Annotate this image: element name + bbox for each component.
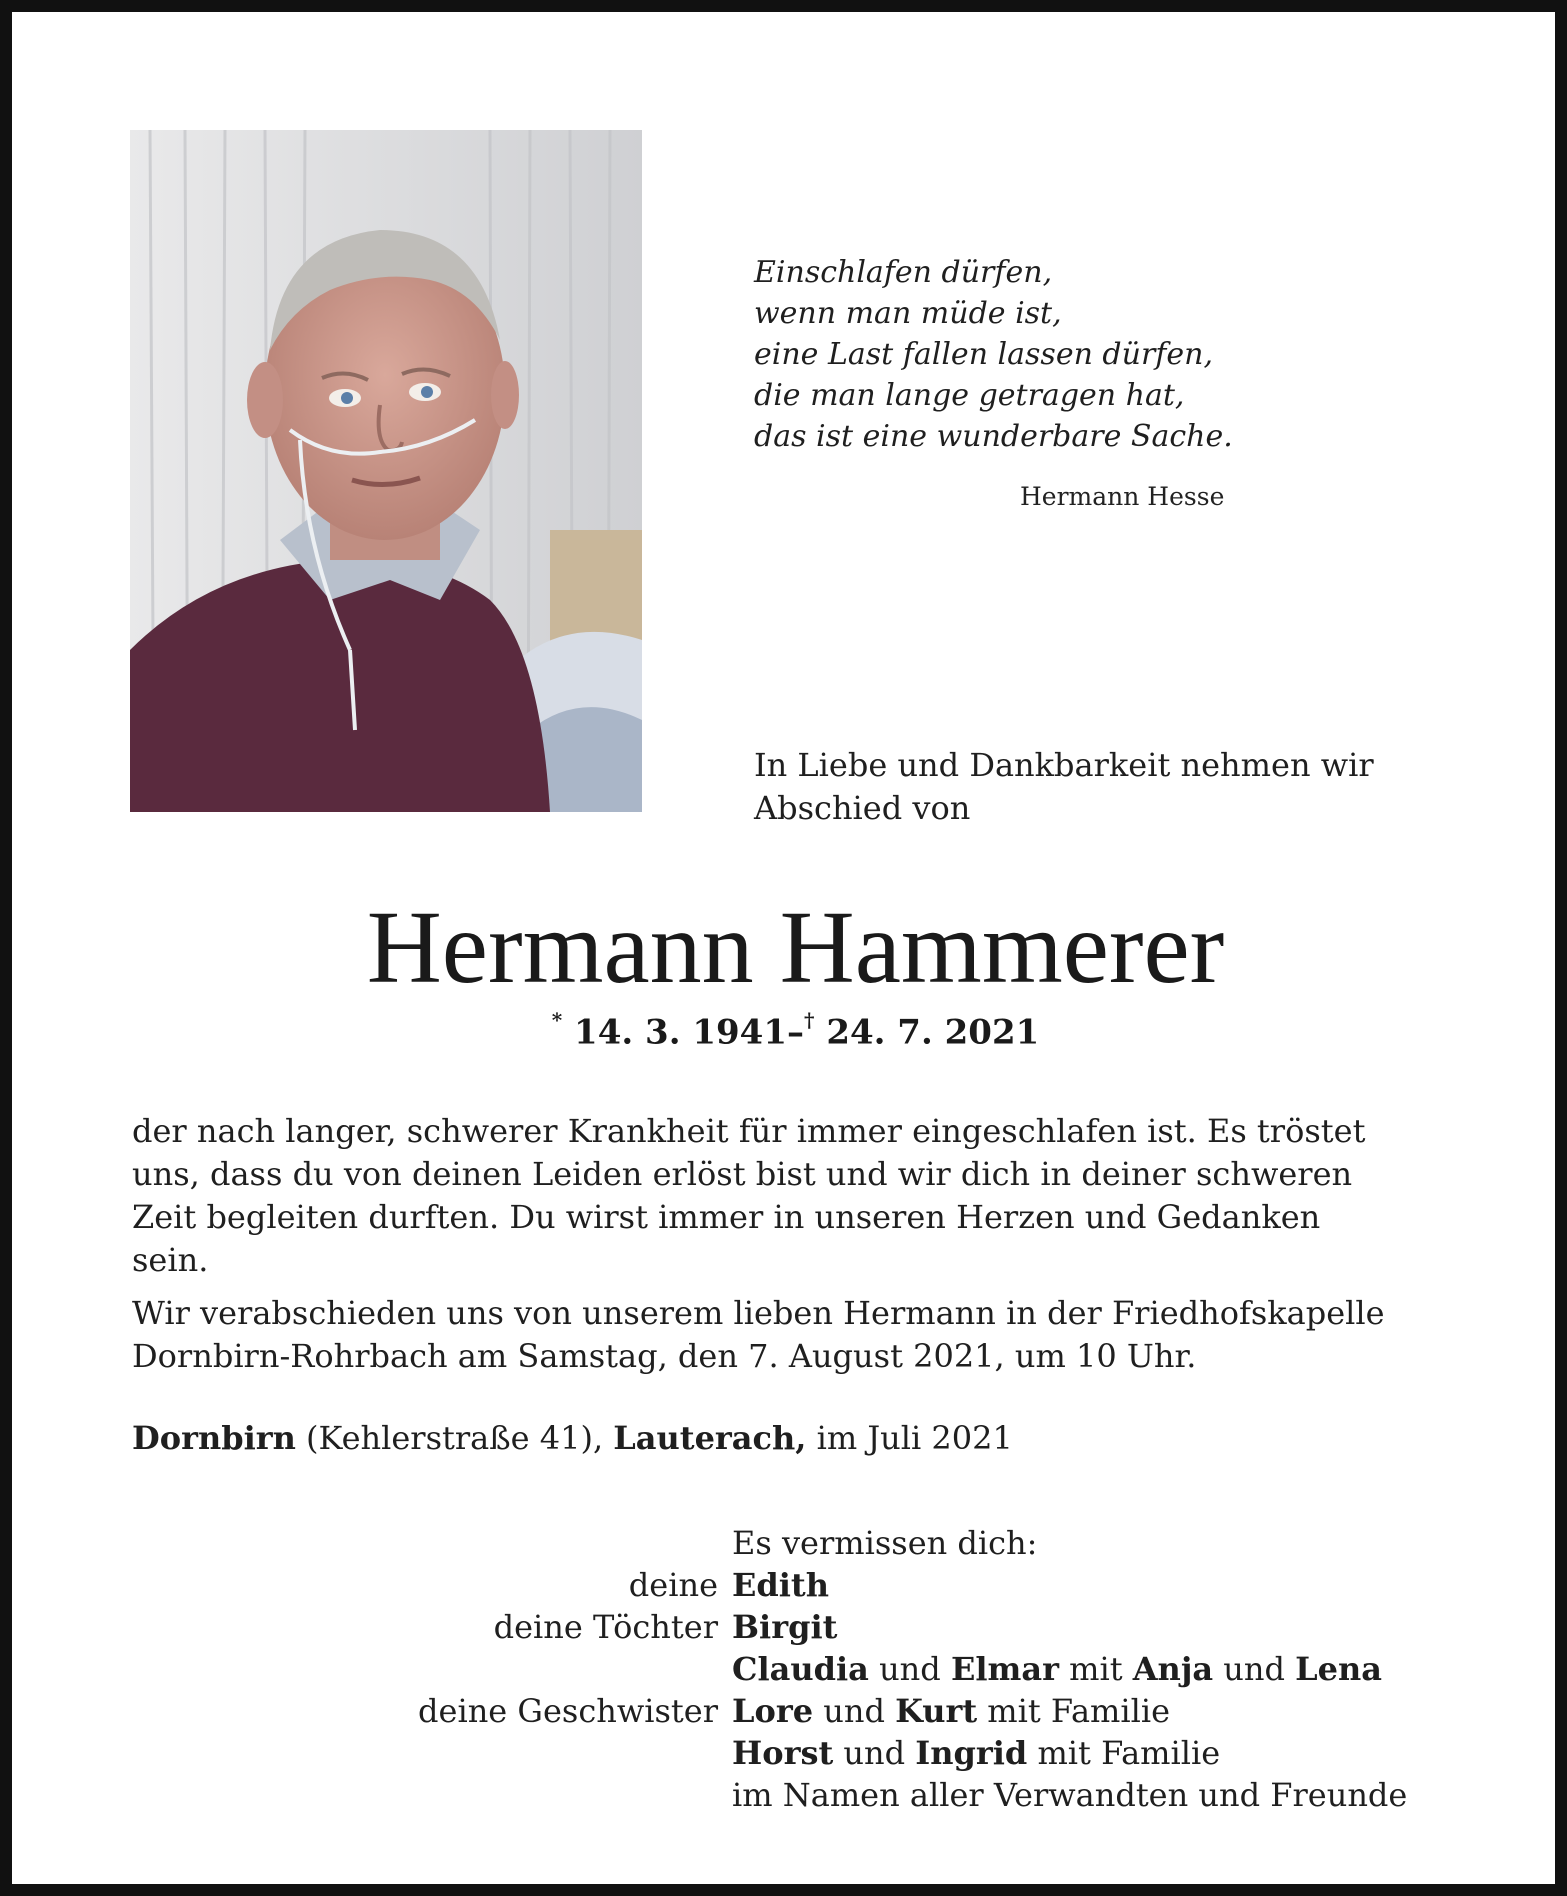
poem-author: Hermann Hesse [1020, 482, 1225, 511]
mourner-row [132, 1690, 1452, 1732]
mourner-relation [132, 1774, 732, 1816]
birth-star-mark: * [551, 1008, 563, 1032]
date-separator: – [787, 1012, 804, 1053]
mourners-heading: Es vermissen dich: [732, 1524, 1038, 1562]
mourner-row [132, 1648, 1452, 1690]
poem-line: wenn man müde ist, [754, 296, 1062, 331]
body-paragraph [132, 1110, 1452, 1282]
mourner-rows [132, 1564, 1452, 1816]
mourner-name: Claudia [732, 1650, 869, 1688]
mourner-relation [132, 1648, 732, 1690]
body-line: der nach langer, schwerer Krankheit für immer eingeschlafen ist. Es tröstet [132, 1112, 1366, 1150]
body-line: sein. [132, 1241, 209, 1279]
memorial-poem [754, 252, 1233, 457]
mourner-name: Anja [1132, 1650, 1214, 1688]
mourner-connector: und [868, 1650, 951, 1688]
mourner-row [132, 1606, 1452, 1648]
body-line: Zeit begleiten durften. Du wirst immer in unseren Herzen und Gedanken [132, 1198, 1321, 1236]
poem-line: eine Last fallen lassen dürfen, [754, 337, 1214, 372]
mourner-names [732, 1690, 1452, 1732]
place-city: Lauterach, [613, 1419, 807, 1457]
mourner-relation: deine Geschwister [418, 1692, 718, 1730]
mourner-names [732, 1774, 1452, 1816]
mourner-connector: mit Familie [977, 1692, 1170, 1730]
mourner-relation: deine [628, 1566, 718, 1604]
farewell-intro [754, 744, 1454, 830]
portrait-photo [130, 130, 642, 812]
intro-line: In Liebe und Dankbarkeit nehmen wir [754, 746, 1374, 784]
place-city: Dornbirn [132, 1419, 296, 1457]
body-line: Wir verabschieden uns von unserem lieben Hermann in der Friedhofskapelle [132, 1294, 1385, 1332]
mourners-heading-row [132, 1522, 1452, 1564]
mourner-row [132, 1774, 1452, 1816]
service-paragraph [132, 1292, 1452, 1378]
mourner-name: Birgit [732, 1608, 838, 1646]
mourners-list [132, 1522, 1452, 1816]
mourner-name: Edith [732, 1566, 829, 1604]
mourner-names [732, 1564, 1452, 1606]
place-address: (Kehlerstraße 41), [295, 1419, 614, 1457]
mourner-connector: und [813, 1692, 896, 1730]
mourner-name: Horst [732, 1734, 834, 1772]
mourner-names [732, 1606, 1452, 1648]
mourner-names [732, 1648, 1452, 1690]
mourner-connector: mit [1058, 1650, 1133, 1688]
mourner-name: Elmar [950, 1650, 1059, 1688]
place-date: im Juli 2021 [806, 1419, 1013, 1457]
mourner-connector: und [1213, 1650, 1296, 1688]
death-cross-mark: † [804, 1008, 815, 1032]
mourner-connector: im Namen aller Verwandten und Freunde [732, 1776, 1408, 1814]
death-date: 24. 7. 2021 [826, 1012, 1040, 1053]
poem-line: die man lange getragen hat, [754, 378, 1185, 413]
poem-line: das ist eine wunderbare Sache. [754, 419, 1233, 454]
body-line: Dornbirn-Rohrbach am Samstag, den 7. August 2021, um 10 Uhr. [132, 1337, 1197, 1375]
mourner-names [732, 1732, 1452, 1774]
body-line: uns, dass du von deinen Leiden erlöst bist und wir dich in deiner schweren [132, 1155, 1353, 1193]
poem-line: Einschlafen dürfen, [754, 255, 1053, 290]
mourner-name: Ingrid [915, 1734, 1028, 1772]
mourner-relation [132, 1732, 732, 1774]
portrait-photo-illustration [130, 130, 642, 812]
mourner-row [132, 1732, 1452, 1774]
place-date-line [132, 1417, 1013, 1460]
mourner-row [132, 1564, 1452, 1606]
obituary-body [132, 1110, 1452, 1378]
mourner-connector: und [833, 1734, 916, 1772]
mourner-name: Kurt [895, 1692, 978, 1730]
life-dates [12, 1008, 1567, 1053]
mourner-name: Lore [732, 1692, 814, 1730]
birth-date: 14. 3. 1941 [574, 1012, 787, 1053]
mourner-name: Lena [1295, 1650, 1383, 1688]
intro-line: Abschied von [754, 789, 971, 827]
deceased-name: Hermann Hammerer [366, 890, 1225, 1005]
mourner-connector: mit Familie [1027, 1734, 1221, 1772]
mourner-relation: deine Töchter [493, 1608, 718, 1646]
